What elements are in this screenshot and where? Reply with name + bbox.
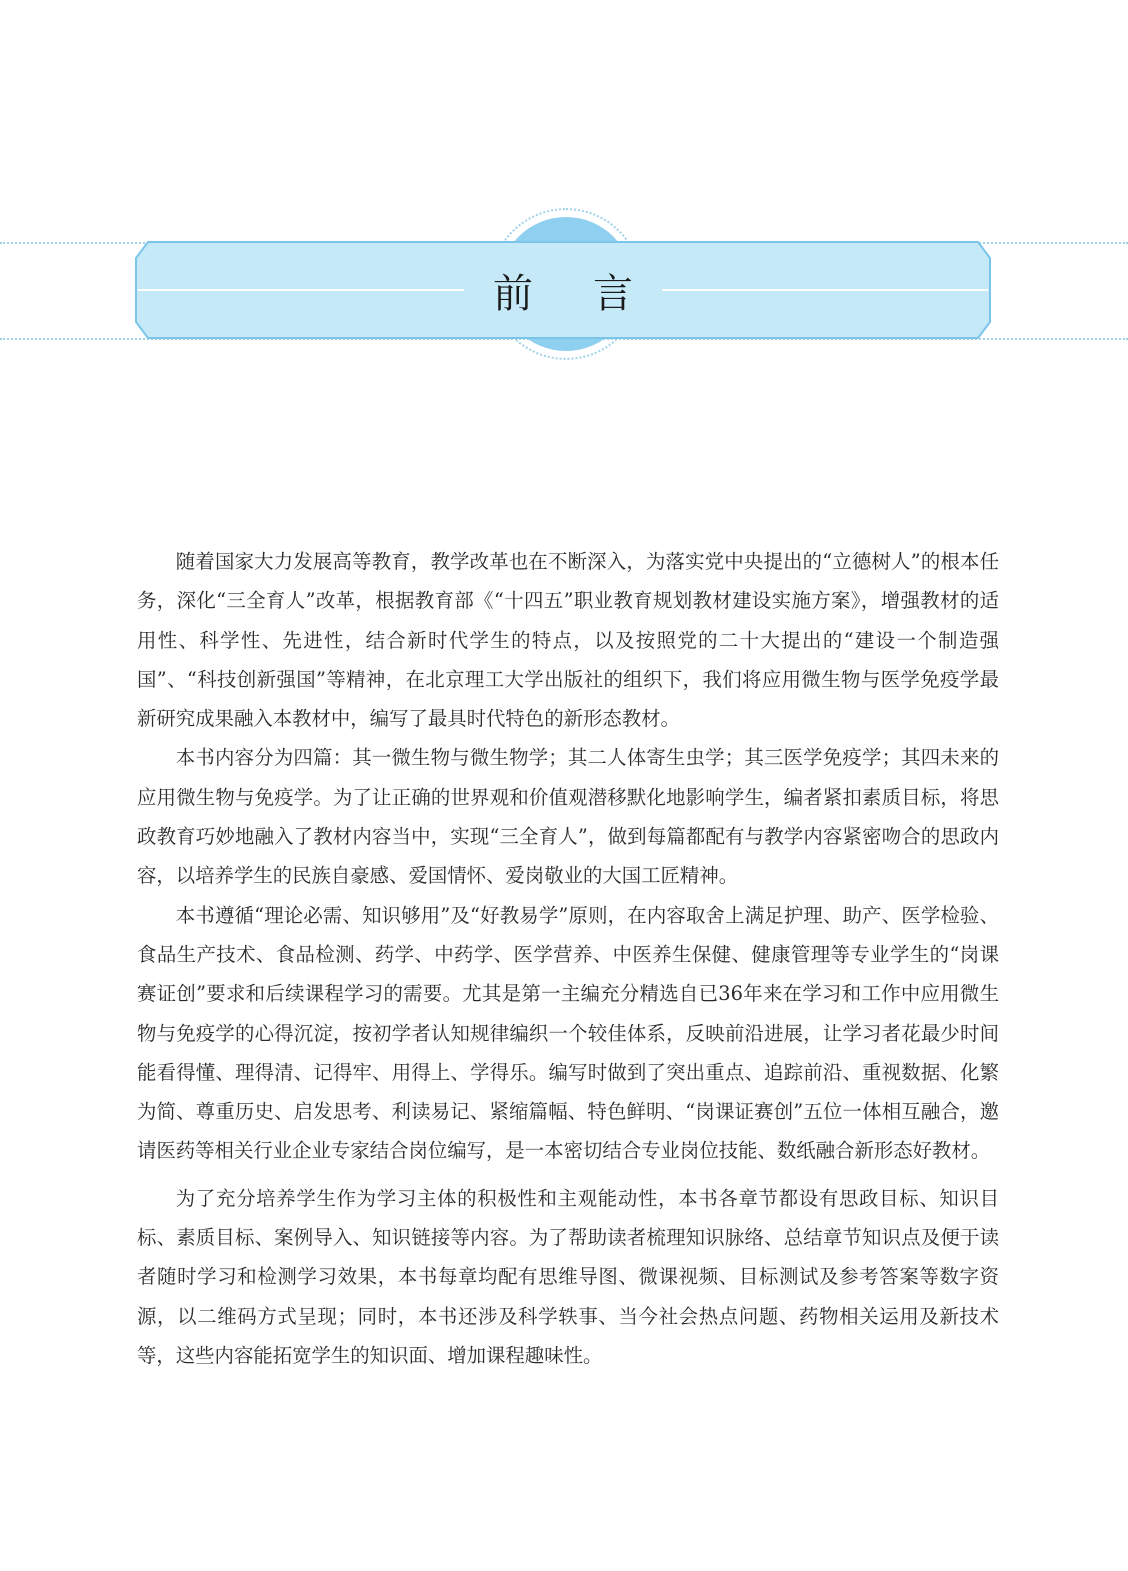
paragraph-3: 本书遵循“理论必需、知识够用”及“好教易学”原则，在内容取舍上满足护理、助产、医学检验、食品生产技术、食品检测、药学、中药学、医学营养、中医养生保健、健康管理等专业学生的“岗课赛证创”要求和后续课程学习的需要。尤其是第一主编充分精选自已36年来在学习和工作中应用微生物与免疫学的心得沉淀，按初学者认知规律编织一个较佳体系，反映前沿进展，让学习者花最少时间能看得懂、理得清、记得牢、用得上、学得乐。编写时做到了突出重点、追踪前沿、重视数据、化繁为简、尊重历史、启发思考、利读易记、紧缩篇幅、特色鲜明、“岗课证赛创”五位一体相互融合，邀请医药等相关行业企业专家结合岗位编写，是一本密切结合专业岗位技能、数纸融合新形态好教材。 bbox=[137, 903, 999, 1163]
paragraph-2: 本书内容分为四篇：其一微生物与微生物学；其二人体寄生虫学；其三医学免疫学；其四未来的应用微生物与免疫学。为了让正确的世界观和价值观潜移默化地影响学生，编者紧扣素质目标，将思政教育巧妙地融入了教材内容当中，实现“三全育人”，做到每篇都配有与教学内容紧密吻合的思政内容，以培养学生的民族自豪感、爱国情怀、爱岗敬业的大国工匠精神。 bbox=[137, 746, 999, 888]
paragraph-4: 为了充分培养学生作为学习主体的积极性和主观能动性，本书各章节都设有思政目标、知识目标、素质目标、案例导入、知识链接等内容。为了帮助读者梳理知识脉络、总结章节知识点及便于读者随时学习和检测学习效果，本书每章均配有思维导图、微课视频、目标测试及参考答案等数字资源，以二维码方式呈现；同时，本书还涉及科学轶事、当今社会热点问题、药物相关运用及新技术等，这些内容能拓宽学生的知识面、增加课程趣味性。 bbox=[137, 1186, 999, 1367]
page-title bbox=[134, 240, 992, 340]
preface-body bbox=[137, 542, 999, 1375]
title-char-2: 言 bbox=[593, 270, 633, 317]
paragraph-1: 随着国家大力发展高等教育，教学改革也在不断深入，为落实党中央提出的“立德树人”的根本任务，深化“三全育人”改革，根据教育部《“十四五”职业教育规划教材建设实施方案》，增强教材的适用性、科学性、先进性，结合新时代学生的特点，以及按照党的二十大提出的“建设一个制造强国”、“科技创新强国”等精神，在北京理工大学出版社的组织下，我们将应用微生物与医学免疫学最新研究成果融入本教材中，编写了最具时代特色的新形态教材。 bbox=[137, 550, 999, 731]
title-char-1: 前 bbox=[493, 270, 533, 317]
